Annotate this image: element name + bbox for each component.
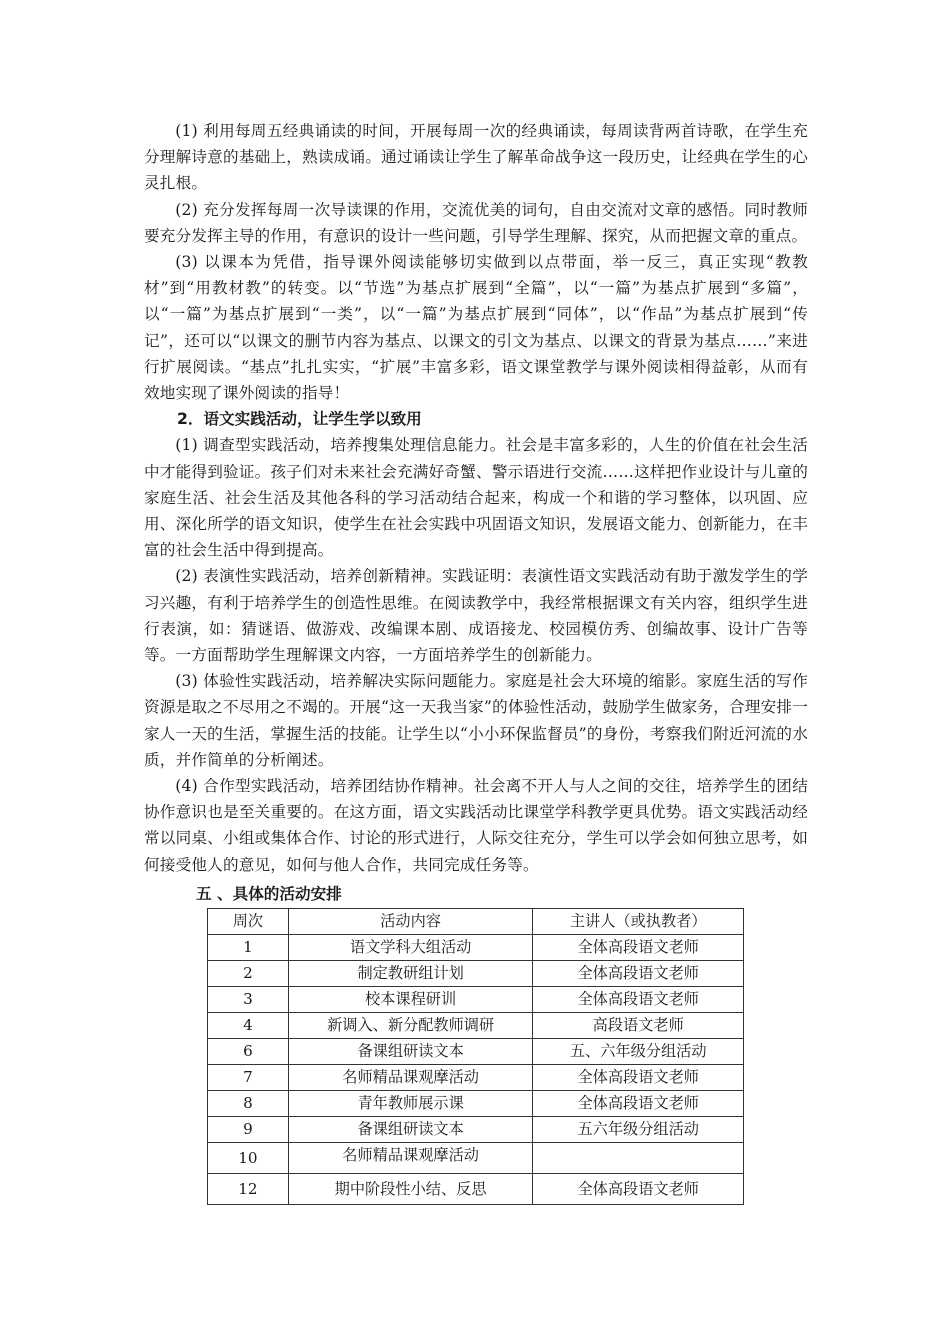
table-row [208, 987, 744, 1013]
cell-speaker: 全体高段语文老师 [533, 1065, 744, 1091]
cell-week: 7 [208, 1065, 289, 1091]
cell-week: 2 [208, 961, 289, 987]
cell-speaker: 全体高段语文老师 [533, 987, 744, 1013]
cell-week: 9 [208, 1117, 289, 1143]
cell-speaker: 全体高段语文老师 [533, 935, 744, 961]
cell-speaker: 五、六年级分组活动 [533, 1039, 744, 1065]
cell-content: 新调入、新分配教师调研 [288, 1013, 533, 1039]
paragraph-survey-activity: (1) 调查型实践活动，培养搜集处理信息能力。社会是丰富多彩的，人生的价值在社会生活中才能得到验证。孩子们对未来社会充满好奇蟹、警示语进行交流……这样把作业设计与儿童的家庭生活、社会生活及其他各科的学习活动结合起来，构成一个和谐的学习整体，以巩固、应用、深化所学的语文知识，使学生在社会实践中巩固语文知识，发展语文能力、创新能力，在丰富的社会生活中得到提高。 [144, 436, 808, 560]
table-row [208, 1039, 744, 1065]
header-speaker: 主讲人（或执教者） [533, 909, 744, 935]
section-heading-practice: 2．语文实践活动，让学生学以致用 [177, 410, 422, 429]
cell-week: 6 [208, 1039, 289, 1065]
table-row [208, 1065, 744, 1091]
reading-section [144, 118, 808, 406]
header-week: 周次 [208, 909, 289, 935]
cell-week: 1 [208, 935, 289, 961]
cell-content: 青年教师展示课 [288, 1091, 533, 1117]
cell-content: 语文学科大组活动 [288, 935, 533, 961]
table-row [208, 935, 744, 961]
document-body [144, 118, 808, 907]
cell-week: 12 [208, 1174, 289, 1205]
cell-speaker: 全体高段语文老师 [533, 961, 744, 987]
paragraph-performance-activity: (2) 表演性实践活动，培养创新精神。实践证明：表演性语文实践活动有助于激发学生的学习兴趣，有利于培养学生的创造性思维。在阅读教学中，我经常根据课文有关内容，组织学生进行表演，如：猜谜语、做游戏、改编课本剧、成语接龙、校园模仿秀、创编故事、设计广告等等。一方面帮助学生理解课文内容，一方面培养学生的创新能力。 [144, 567, 808, 665]
section-heading-schedule: 五 、具体的活动安排 [196, 884, 342, 903]
cell-speaker: 五六年级分组活动 [533, 1117, 744, 1143]
paragraph-guided-reading: (2) 充分发挥每周一次导读课的作用，交流优美的词句，自由交流对文章的感悟。同时教师要充分发挥主导的作用，有意识的设计一些问题，引导学生理解、探究，从而把握文章的重点。 [144, 200, 808, 245]
cell-speaker: 全体高段语文老师 [533, 1091, 744, 1117]
header-content: 活动内容 [288, 909, 533, 935]
paragraph-experience-activity: (3) 体验性实践活动，培养解决实际问题能力。家庭是社会大环境的缩影。家庭生活的写作资源是取之不尽用之不竭的。开展“这一天我当家”的体验性活动，鼓励学生做家务，合理安排一家人一天的生活，掌握生活的技能。让学生以“小小环保监督员”的身份，考察我们附近河流的水质，并作简单的分析阐述。 [144, 672, 808, 769]
cell-week: 10 [208, 1143, 289, 1174]
table-header-row [208, 909, 744, 935]
table-row [208, 961, 744, 987]
activity-schedule-table [207, 908, 744, 1205]
table-row [208, 1117, 744, 1143]
cell-content: 制定教研组计划 [288, 961, 533, 987]
table-row [208, 1143, 744, 1174]
cell-content: 备课组研读文本 [288, 1117, 533, 1143]
table-row [208, 1091, 744, 1117]
cell-week: 4 [208, 1013, 289, 1039]
cell-week: 3 [208, 987, 289, 1013]
cell-speaker: 全体高段语文老师 [533, 1174, 744, 1205]
cell-content: 名师精品课观摩活动 [288, 1065, 533, 1091]
paragraph-classic-reading: (1) 利用每周五经典诵读的时间，开展每周一次的经典诵读，每周读背两首诗歌，在学生充分理解诗意的基础上，熟读成诵。通过诵读让学生了解革命战争这一段历史，让经典在学生的心灵扎根。 [144, 122, 808, 193]
cell-content: 期中阶段性小结、反思 [288, 1174, 533, 1205]
table-row [208, 1174, 744, 1205]
paragraph-cooperation-activity: (4) 合作型实践活动，培养团结协作精神。社会离不开人与人之间的交往，培养学生的团结协作意识也是至关重要的。在这方面，语文实践活动比课堂学科教学更具优势。语文实践活动经常以同桌、小组或集体合作、讨论的形式进行，人际交往充分，学生可以学会如何独立思考，如何接受他人的意见，如何与他人合作，共同完成任务等。 [144, 777, 808, 874]
cell-content: 名师精品课观摩活动 [288, 1143, 533, 1174]
paragraph-extended-reading: (3) 以课本为凭借，指导课外阅读能够切实做到以点带面，举一反三，真正实现“教教材”到“用教材教”的转变。以“节选”为基点扩展到“全篇”，以“一篇”为基点扩展到“多篇”，以“一篇”为基点扩展到“一类”，以“一篇”为基点扩展到“同体”，以“作品”为基点扩展到“传记”，还可以“以课文的删节内容为基点、以课文的引文为基点、以课文的背景为基点……”来进行扩展阅读。“基点”扎扎实实，“扩展”丰富多彩，语文课堂教学与课外阅读相得益彰，从而有效地实现了课外阅读的指导！ [144, 253, 808, 403]
practice-section [144, 432, 808, 877]
cell-speaker: 高段语文老师 [533, 1013, 744, 1039]
table-row [208, 1013, 744, 1039]
cell-speaker [533, 1143, 744, 1174]
cell-content: 校本课程研训 [288, 987, 533, 1013]
cell-content: 备课组研读文本 [288, 1039, 533, 1065]
cell-week: 8 [208, 1091, 289, 1117]
